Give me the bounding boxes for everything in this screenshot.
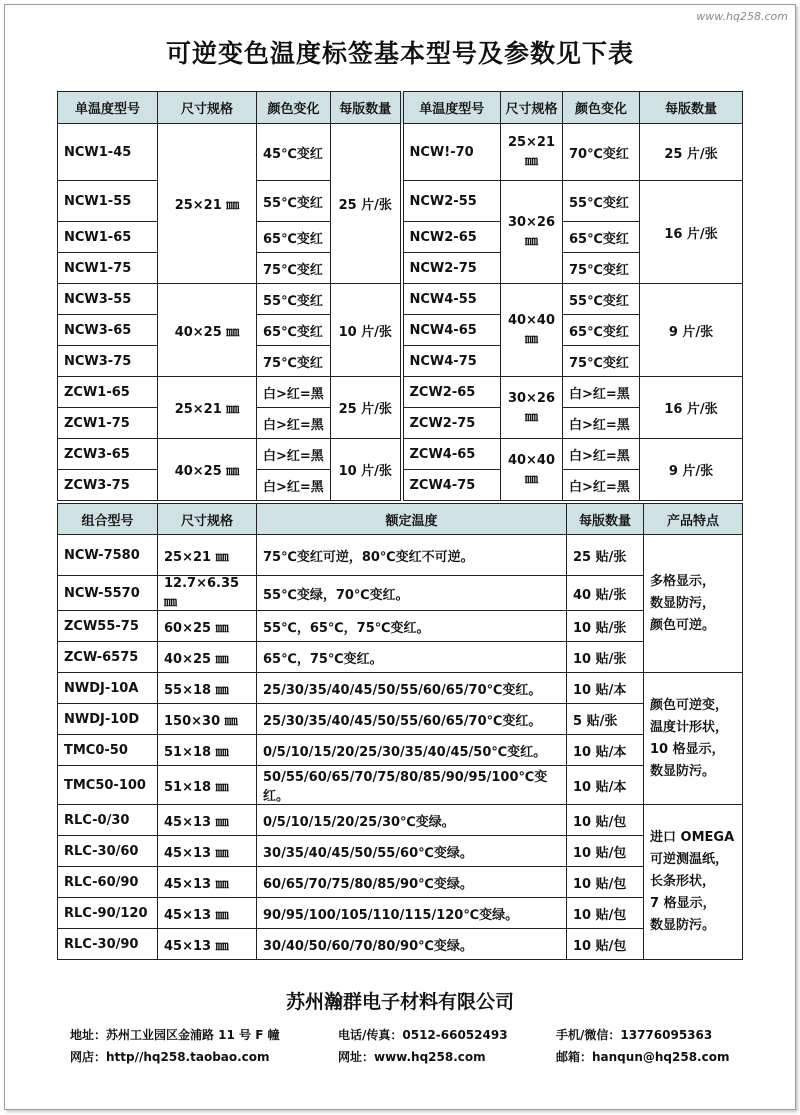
feature-cell (644, 673, 743, 805)
color-cell: 45℃变红 (257, 124, 331, 181)
color-cell: 65℃变红 (563, 315, 640, 346)
feature-line: 长条形状， (650, 874, 716, 889)
qty-cell: 16 片/张 (640, 181, 743, 284)
feature-line: 数显防污。 (650, 918, 716, 933)
qty-cell: 10 贴/包 (567, 867, 644, 898)
temp-cell: 0/5/10/15/20/25/30℃变绿。 (257, 805, 567, 836)
model-cell: NWDJ-10A (58, 673, 158, 704)
qty-cell: 10 贴/包 (567, 898, 644, 929)
model-cell: NCW1-55 (58, 181, 158, 222)
feature-line: 7 格显示， (650, 896, 716, 911)
header-cell: 尺寸规格 (158, 504, 257, 535)
temp-cell: 55℃，65℃，75℃变红。 (257, 611, 567, 642)
model-cell: NCW2-65 (402, 222, 501, 253)
feature-line: 数显防污。 (650, 763, 716, 779)
color-cell: 白>红=黑 (257, 377, 331, 408)
qty-cell: 9 片/张 (640, 439, 743, 501)
model-cell: ZCW2-75 (402, 408, 501, 439)
model-cell: RLC-30/90 (58, 929, 158, 960)
size-cell: 25×21 ㎜ (501, 124, 563, 181)
color-cell: 白>红=黑 (563, 377, 640, 408)
size-cell: 12.7×6.35 ㎜ (158, 576, 257, 611)
feature-line: 可逆测温纸， (650, 852, 729, 867)
feature-line: 颜色可逆变， (650, 697, 729, 713)
color-cell: 65℃变红 (257, 222, 331, 253)
size-cell: 45×13 ㎜ (158, 867, 257, 898)
header-cell: 每版数量 (640, 92, 743, 124)
temp-cell: 90/95/100/105/110/115/120℃变绿。 (257, 898, 567, 929)
qty-cell: 25 贴/张 (567, 535, 644, 576)
color-cell: 白>红=黑 (257, 408, 331, 439)
color-cell: 75℃变红 (257, 253, 331, 284)
model-cell: TMC50-100 (58, 766, 158, 805)
header-cell: 尺寸规格 (158, 92, 257, 124)
size-cell: 40×25 ㎜ (158, 439, 257, 501)
color-cell: 白>红=黑 (563, 439, 640, 470)
qty-cell: 25 片/张 (640, 124, 743, 181)
color-cell: 55℃变红 (563, 181, 640, 222)
feature-line: 10 格显示， (650, 741, 725, 757)
size-cell: 30×26 ㎜ (501, 181, 563, 284)
feature-line: 进口 OMEGA (650, 830, 735, 845)
model-cell: NCW2-75 (402, 253, 501, 284)
model-cell: ZCW3-75 (58, 470, 158, 501)
qty-cell: 10 片/张 (331, 439, 402, 501)
header-cell: 颜色变化 (257, 92, 331, 124)
size-cell: 40×25 ㎜ (158, 642, 257, 673)
header-cell: 尺寸规格 (501, 92, 563, 124)
feature-line: 多格显示， (650, 573, 716, 589)
color-cell: 55℃变红 (257, 284, 331, 315)
phone-text: 电话/传真：0512-66052493 (338, 1028, 508, 1042)
model-cell: NCW1-75 (58, 253, 158, 284)
color-cell: 白>红=黑 (257, 439, 331, 470)
header-cell: 额定温度 (257, 504, 567, 535)
model-cell: RLC-0/30 (58, 805, 158, 836)
size-cell: 40×25 ㎜ (158, 284, 257, 377)
color-cell: 75℃变红 (257, 346, 331, 377)
qty-cell: 16 片/张 (640, 377, 743, 439)
model-cell: NCW1-45 (58, 124, 158, 181)
header-cell: 单温度型号 (402, 92, 501, 124)
model-cell: RLC-30/60 (58, 836, 158, 867)
temp-cell: 25/30/35/40/45/50/55/60/65/70℃变红。 (257, 673, 567, 704)
header-cell: 单温度型号 (58, 92, 158, 124)
size-cell: 45×13 ㎜ (158, 898, 257, 929)
model-cell: NCW-5570 (58, 576, 158, 611)
model-cell: RLC-60/90 (58, 867, 158, 898)
feature-line: 颜色可逆。 (650, 617, 716, 633)
qty-cell: 10 贴/本 (567, 735, 644, 766)
color-cell: 白>红=黑 (257, 470, 331, 501)
temp-cell: 65℃，75℃变红。 (257, 642, 567, 673)
color-cell: 白>红=黑 (563, 408, 640, 439)
temp-cell: 25/30/35/40/45/50/55/60/65/70℃变红。 (257, 704, 567, 735)
model-cell: NCW3-75 (58, 346, 158, 377)
feature-cell (644, 805, 743, 960)
temp-cell: 30/35/40/45/50/55/60℃变绿。 (257, 836, 567, 867)
temp-cell: 30/40/50/60/70/80/90℃变绿。 (257, 929, 567, 960)
model-cell: NCW1-65 (58, 222, 158, 253)
feature-line: 数显防污， (650, 595, 716, 611)
size-cell: 45×13 ㎜ (158, 805, 257, 836)
single-temp-table (57, 91, 743, 501)
qty-cell: 10 贴/本 (567, 673, 644, 704)
qty-cell: 10 贴/包 (567, 929, 644, 960)
model-cell: ZCW1-65 (58, 377, 158, 408)
size-cell: 51×18 ㎜ (158, 766, 257, 805)
color-cell: 65℃变红 (257, 315, 331, 346)
header-cell: 产品特点 (644, 504, 743, 535)
model-cell: NCW3-65 (58, 315, 158, 346)
model-cell: ZCW3-65 (58, 439, 158, 470)
qty-cell: 9 片/张 (640, 284, 743, 377)
model-cell: NCW4-65 (402, 315, 501, 346)
page-title: 可逆变色温度标签基本型号及参数见下表 (165, 39, 634, 68)
model-cell: ZCW2-65 (402, 377, 501, 408)
combo-temp-table (57, 503, 743, 960)
qty-cell: 10 贴/包 (567, 836, 644, 867)
temp-cell: 55℃变绿，70℃变红。 (257, 576, 567, 611)
color-cell: 白>红=黑 (563, 470, 640, 501)
size-cell: 51×18 ㎜ (158, 735, 257, 766)
qty-cell: 10 片/张 (331, 284, 402, 377)
company-name: 苏州瀚群电子材料有限公司 (285, 991, 514, 1013)
model-cell: ZCW4-65 (402, 439, 501, 470)
size-cell: 25×21 ㎜ (158, 124, 257, 284)
qty-cell: 40 贴/张 (567, 576, 644, 611)
website-link[interactable]: 网址：www.hq258.com (338, 1050, 486, 1064)
color-cell: 55℃变红 (563, 284, 640, 315)
size-cell: 25×21 ㎜ (158, 535, 257, 576)
header-cell: 颜色变化 (563, 92, 640, 124)
qty-cell: 25 片/张 (331, 124, 402, 284)
color-cell: 75℃变红 (563, 253, 640, 284)
qty-cell: 10 贴/张 (567, 642, 644, 673)
size-cell: 55×18 ㎜ (158, 673, 257, 704)
color-cell: 65℃变红 (563, 222, 640, 253)
feature-cell (644, 535, 743, 673)
size-cell: 60×25 ㎜ (158, 611, 257, 642)
temp-cell: 50/55/60/65/70/75/80/85/90/95/100℃变红。 (257, 766, 567, 805)
size-cell: 45×13 ㎜ (158, 929, 257, 960)
model-cell: NCW4-75 (402, 346, 501, 377)
qty-cell: 10 贴/本 (567, 766, 644, 805)
size-cell: 45×13 ㎜ (158, 836, 257, 867)
model-cell: TMC0-50 (58, 735, 158, 766)
color-cell: 75℃变红 (563, 346, 640, 377)
shop-link[interactable]: 网店：http//hq258.taobao.com (70, 1050, 270, 1064)
feature-line: 温度计形状， (650, 719, 729, 735)
model-cell: RLC-90/120 (58, 898, 158, 929)
model-cell: ZCW1-75 (58, 408, 158, 439)
color-cell: 70℃变红 (563, 124, 640, 181)
qty-cell: 25 片/张 (331, 377, 402, 439)
watermark: www.hq258.com (696, 10, 788, 23)
header-cell: 组合型号 (58, 504, 158, 535)
model-cell: ZCW55-75 (58, 611, 158, 642)
mobile-text: 手机/微信：13776095363 (556, 1028, 713, 1042)
temp-cell: 0/5/10/15/20/25/30/35/40/45/50℃变红。 (257, 735, 567, 766)
model-cell: ZCW4-75 (402, 470, 501, 501)
model-cell: ZCW-6575 (58, 642, 158, 673)
model-cell: NCW2-55 (402, 181, 501, 222)
qty-cell: 10 贴/包 (567, 805, 644, 836)
model-cell: NCW!-70 (402, 124, 501, 181)
email-link[interactable]: 邮箱：hanqun@hq258.com (556, 1050, 730, 1064)
qty-cell: 10 贴/张 (567, 611, 644, 642)
header-cell: 每版数量 (331, 92, 402, 124)
model-cell: NWDJ-10D (58, 704, 158, 735)
model-cell: NCW3-55 (58, 284, 158, 315)
color-cell: 55℃变红 (257, 181, 331, 222)
temp-cell: 60/65/70/75/80/85/90℃变绿。 (257, 867, 567, 898)
temp-cell: 75℃变红可逆，80℃变红不可逆。 (257, 535, 567, 576)
qty-cell: 5 贴/张 (567, 704, 644, 735)
header-cell: 每版数量 (567, 504, 644, 535)
model-cell: NCW4-55 (402, 284, 501, 315)
size-cell: 25×21 ㎜ (158, 377, 257, 439)
size-cell: 40×40 ㎜ (501, 284, 563, 377)
size-cell: 40×40 ㎜ (501, 439, 563, 501)
size-cell: 150×30 ㎜ (158, 704, 257, 735)
size-cell: 30×26 ㎜ (501, 377, 563, 439)
model-cell: NCW-7580 (58, 535, 158, 576)
address-text: 地址：苏州工业园区金浦路 11 号 F 幢 (70, 1028, 280, 1042)
